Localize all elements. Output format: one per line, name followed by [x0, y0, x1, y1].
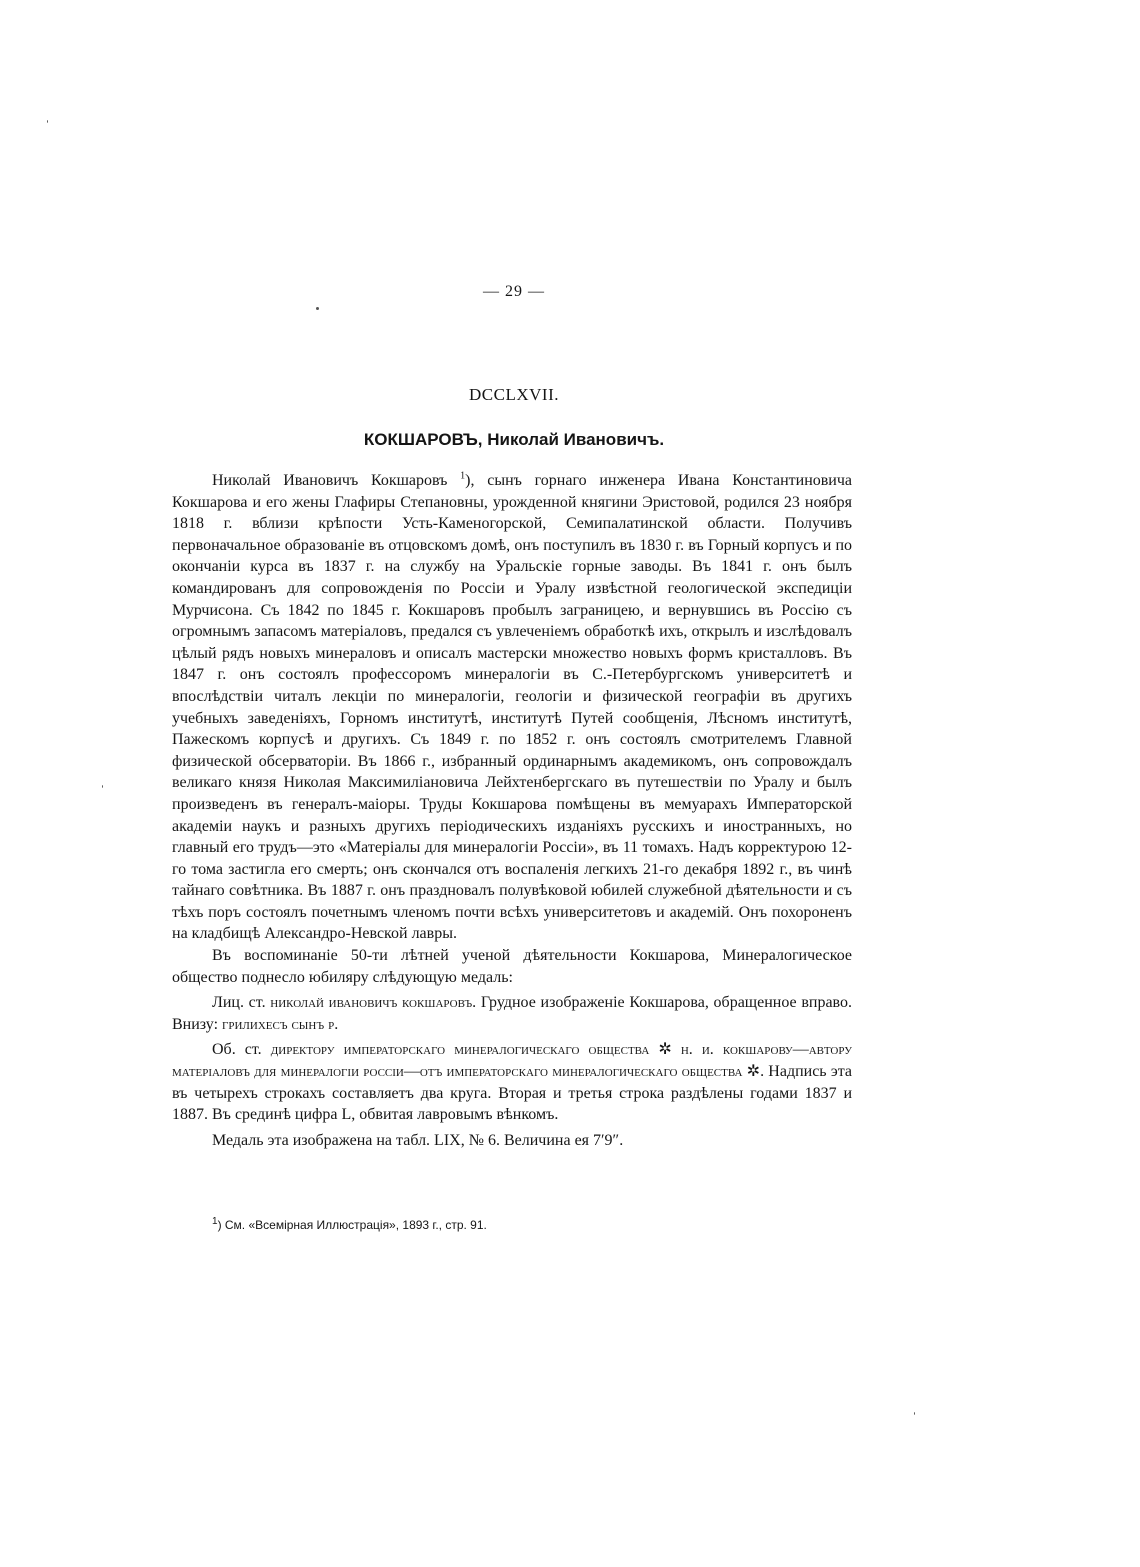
obverse-signature: грилихесъ сынъ р. [222, 1015, 339, 1033]
biography-opening: Николай Ивановичъ Кокшаровъ [212, 472, 448, 489]
reverse-label: Об. ст. [212, 1041, 262, 1059]
medal-intro-paragraph: Въ воспоминаніе 50-ти лѣтней ученой дѣятельности Кокшарова, Минералогическое общество поднесло юбиляру слѣдующую медаль: [172, 947, 852, 986]
scan-speck [316, 307, 319, 310]
obverse-label: Лиц. ст. [212, 994, 266, 1012]
footnote [212, 1218, 852, 1232]
scan-speck [47, 120, 48, 123]
reverse-description: . Надпись эта въ четырехъ строкахъ составляетъ два круга. Вторая и третья строка раздѣлены годами 1837 и 1887. Въ срединѣ цифра L, обвитая лавровымъ вѣнкомъ. [172, 1063, 852, 1124]
biography-text: ), сынъ горнаго инженера Ивана Константиновича Кокшарова и его жены Глафиры Степановны, урожденной княгини Эристовой, родился 23 ноября 1818 г. вблизи крѣпости Усть-Каменогорской, Семипалатинской области. Получивъ первоначальное образованіе въ отцовскомъ домѣ, онъ поступилъ въ 1830 г. въ Горный корпусъ и по окончаніи курса въ 1837 г. на службу на Уральскіе горные заводы. Въ 1841 г. онъ былъ командированъ для сопровожденія по Россіи и Уралу извѣстной геологической экспедиціи Мурчисона. Съ 1842 по 1845 г. Кокшаровъ пробылъ заграницею, и вернувшись въ Россію съ огромнымъ запасомъ матеріаловъ, предался съ увлеченіемъ обработкѣ ихъ, открылъ и изслѣдовалъ цѣлый рядъ новыхъ минераловъ и описалъ мастерски множество новыхъ формъ кристалловъ. Въ 1847 г. онъ состоялъ профессоромъ минералогіи въ С.-Петербургскомъ университетѣ и впослѣдствіи читалъ лекціи по минералогіи, геологіи и физической географіи въ другихъ учебныхъ заведеніяхъ, Горномъ институтѣ, институтѣ Путей сообщенія, Лѣсномъ институтѣ, Пажескомъ корпусѣ и другихъ. Съ 1849 г. по 1852 г. онъ состоялъ смотрителемъ Главной физической обсерваторіи. Въ 1866 г., избранный ординарнымъ академикомъ, онъ сопровождалъ великаго князя Николая Максимиліановича Лейхтенбергскаго въ путешествіи по Уралу и былъ произведенъ въ генералъ-маіоры. Труды Кокшарова помѣщены въ мемуарахъ Императорской академіи наукъ и разныхъ другихъ періодическихъ изданіяхъ русскихъ и иностранныхъ, но главный его трудъ—это «Матеріалы для минералогіи Россіи», въ 11 томахъ. Надъ корректурою 12-го тома застигла его смерть; онъ скончался отъ воспаленія легкихъ 21-го декабря 1892 г., въ чинѣ тайнаго совѣтника. Въ 1887 г. онъ праздновалъ полувѣковой юбилей служебной дѣятельности и съ тѣхъ поръ состоялъ почетнымъ членомъ почти всѣхъ университетовъ и академій. Онъ похороненъ на кладбищѣ Александро-Невской лавры. [172, 472, 853, 943]
heading-given-names: , Николай Ивановичъ. [477, 430, 665, 449]
medal-plate-note: Медаль эта изображена на табл. LIX, № 6. Величина ея 7′9″. [212, 1131, 624, 1149]
body-text [172, 470, 852, 1151]
obverse-description: . Грудное изображеніе Кокшарова, обращенное вправо. Внизу: [172, 994, 852, 1033]
medal-reverse-paragraph [172, 1039, 852, 1125]
footnote-reference: 1 [460, 470, 466, 482]
footnote-text: ) См. «Всемірная Иллюстрація», 1893 г., стр. 91. [217, 1218, 487, 1232]
scan-speck [102, 785, 103, 788]
entry-heading [0, 430, 1028, 450]
reverse-legend: директору императорскаго минералогическаго общества ✲ н. и. кокшарову—автору матеріаловъ для минералогіи россіи—отъ императорскаго минералогическаго общества ✲ [172, 1041, 852, 1081]
entry-number: DCCLXVII. [469, 385, 559, 404]
scan-speck [914, 1412, 915, 1415]
biography-paragraph [172, 470, 852, 945]
obverse-legend: николай ивановичъ кокшаровъ [270, 994, 473, 1012]
medal-obverse-paragraph [172, 992, 852, 1035]
footnote-mark: 1 [212, 1216, 218, 1227]
page-number: — 29 — [483, 283, 545, 300]
heading-surname: КОКШАРОВЪ [363, 430, 478, 449]
